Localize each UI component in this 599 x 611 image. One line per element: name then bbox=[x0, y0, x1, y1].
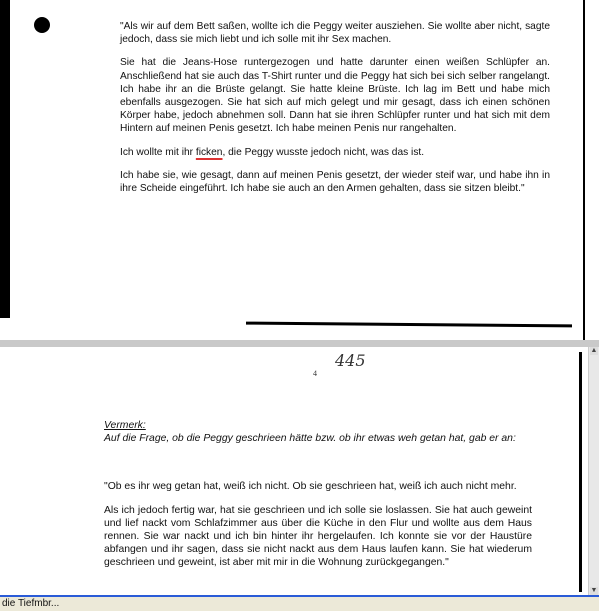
scan-edge-bar bbox=[0, 0, 10, 318]
scan-edge-bar bbox=[579, 352, 582, 592]
handwritten-page-number: 445 bbox=[335, 351, 366, 370]
paragraph-start: Ich wollte mit ihr bbox=[120, 146, 196, 158]
paragraph: "Als wir auf dem Bett saßen, wollte ich die Peggy weiter ausziehen. Sie wollte aber nicht, sagte jedoch, dass sie mich liebt und ich solle mit ihr Sex machen. bbox=[120, 21, 550, 46]
punch-hole bbox=[34, 17, 50, 33]
paragraph: Ich habe sie, wie gesagt, dann auf meinen Penis gesetzt, der wieder steif war, und habe ihn in ihre Scheide eingeführt. Ich habe sie auch an den Armen gehalten, dass sie sitzen bleibt." bbox=[120, 169, 550, 195]
paragraph bbox=[120, 146, 550, 159]
scroll-down-icon[interactable]: ▼ bbox=[590, 587, 598, 594]
scan-bottom-line bbox=[246, 322, 572, 328]
status-bar bbox=[0, 595, 599, 611]
vermerk-text: Auf die Frage, ob die Peggy geschrieen hätte bzw. ob ihr etwas weh getan hat, gab er an: bbox=[104, 433, 516, 444]
paragraph: Als ich jedoch fertig war, hat sie geschrieen und ich solle sie loslassen. Sie hat auch geweint und lief nackt vom Schlafzimmer aus über die Küche in den Flur und wollte aus dem Haus rennen. Sie war nackt und ich bin hinter ihr hergelaufen. Ich konnte sie vor der Haustüre abfangen und ihr sagen, dass sie nicht nackt aus dem Haus laufen kann. Sie hat wiederum geschrieen und geweint, ist aber mit mir in die Wohnung zurückgegangen." bbox=[104, 505, 532, 568]
vermerk-block bbox=[104, 419, 544, 445]
page-number: 4 bbox=[313, 369, 317, 378]
page-1-text bbox=[120, 20, 550, 205]
status-text: die Tiefmbr... bbox=[2, 598, 60, 609]
page-separator bbox=[0, 340, 599, 347]
paragraph-end: , die Peggy wusste jedoch nicht, was das ist. bbox=[222, 146, 425, 158]
paragraph: Sie hat die Jeans-Hose runtergezogen und hatte darunter einen weißen Schlüpfer an. Anschließend hat sie auch das T-Shirt runter und die Peggy hat sich bei sich selber rangelangt. Ich habe ihr an die Brüste gelangt. Sie hatte kleine Brüste. Ich lag im Bett und habe mich ebenfalls ausgezogen. Sie hat sich auf mich gelegt und mir gesagt, dass ich einen schönen Körper habe, jedoch abnehmen soll. Dann hat sie ihren Schlüpfer runter und hat sich mit dem Hintern auf meinen Penis gesetzt. Ich habe meinen Penis nur rangehalten. bbox=[120, 57, 550, 135]
spellcheck-marked-word[interactable]: ficken bbox=[195, 146, 223, 158]
vertical-scrollbar[interactable] bbox=[588, 347, 599, 595]
scroll-up-icon[interactable]: ▲ bbox=[590, 347, 598, 354]
vermerk-label: Vermerk: bbox=[104, 420, 146, 431]
page-2-text bbox=[104, 480, 532, 580]
paragraph: "Ob es ihr weg getan hat, weiß ich nicht. Ob sie geschrieen hat, weiß ich auch nicht mehr. bbox=[104, 481, 517, 492]
document-page-2 bbox=[0, 347, 588, 595]
